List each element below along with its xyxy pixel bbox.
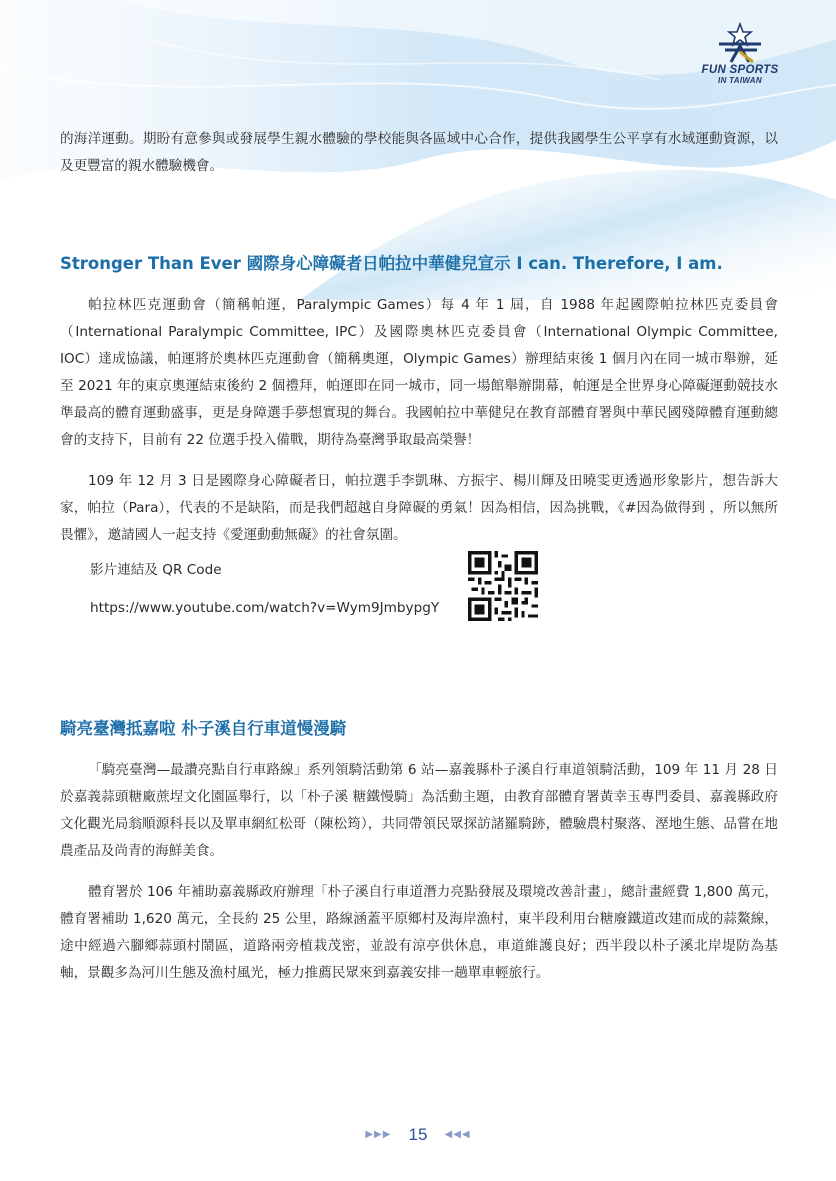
video-link-url[interactable]: https://www.youtube.com/watch?v=Wym9JmbypgY [90,600,440,616]
page-number: 15 [408,1124,428,1144]
footer-left-arrows-icon: ▶▶▶ [365,1129,392,1140]
qr-code-icon[interactable] [468,551,538,621]
bike-route-paragraph-1: 「騎亮臺灣—最讚亮點自行車路線」系列領騎活動第 6 站—嘉義縣朴子溪自行車道領騎活動，109 年 11 月 28 日於嘉義蒜頭糖廠蔗埕文化園區舉行，以「朴子溪 糖鐵慢騎」為活動主題，由教育部體育署黃幸玉專門委員、嘉義縣政府文化觀光局翁順源科長以及單車網紅松哥（陳松筠），共同帶領民眾探訪諸羅騎跡，體驗農村聚落、溼地生態、品嘗在地農產品及尚青的海鮮美食。 [60,762,778,859]
fun-sports-logo [690,22,790,92]
page-footer [0,1124,836,1145]
intro-paragraph: 的海洋運動。期盼有意參與或發展學生親水體驗的學校能與各區域中心合作，提供我國學生公平享有水域運動資源，以及更豐富的親水體驗機會。 [60,131,778,174]
section-heading-bike-route: 騎亮臺灣抵嘉啦 朴子溪自行車道慢漫騎 [60,719,347,738]
runner-star-icon [713,22,767,64]
logo-text-main: FUN SPORTS [701,64,779,76]
video-link-label: 影片連結及 QR Code [90,562,222,578]
video-link-block [60,557,778,633]
footer-right-arrows-icon: ◀◀◀ [444,1129,471,1140]
paralympic-paragraph-2: 109 年 12 月 3 日是國際身心障礙者日，帕拉選手李凱琳、方振宇、楊川輝及田曉雯更透過形象影片，想告訴大家，帕拉（Para），代表的不是缺陷，而是我們超越自身障礙的勇氣！因為相信，因為挑戰，《#因為做得到 ，所以無所畏懼》，邀請國人一起支持《愛運動動無礙》的社會氛圍。 [60,473,778,543]
paralympic-paragraph-1: 帕拉林匹克運動會（簡稱帕運，Paralympic Games）每 4 年 1 屆，自 1988 年起國際帕拉林匹克委員會（International Paralympic Committee, IPC）及國際奧林匹克委員會（International Olympic Committee, IOC）達成協議，帕運將於奧林匹克運動會（簡稱奧運，Olympic Games）辦理結束後 1 個月內在同一城市舉辦，延至 2021 年的東京奧運結束後約 2 個禮拜，帕運即在同一城市，同一場館舉辦開幕，帕運是全世界身心障礙運動競技水準最高的體育運動盛事，更是身障選手夢想實現的舞台。我國帕拉中華健兒在教育部體育署與中華民國殘障體育運動總會的支持下，目前有 22 位選手投入備戰，期待為臺灣爭取最高榮譽！ [60,297,778,448]
logo-text-sub: IN TAIWAN [718,76,762,85]
bike-route-paragraph-2: 體育署於 106 年補助嘉義縣政府辦理「朴子溪自行車道潛力亮點發展及環境改善計畫」，總計畫經費 1,800 萬元，體育署補助 1,620 萬元，全長約 25 公里，路線涵蓋平原鄉村及海岸漁村，東半段利用台糖廢鐵道改建而成的蒜鰲線，途中經過六腳鄉蒜頭村鬧區，道路兩旁植栽茂密，並設有涼亭供休息，車道維護良好；西半段以朴子溪北岸堤防為基軸，景觀多為河川生態及漁村風光，極力推薦民眾來到嘉義安排一趟單車輕旅行。 [60,884,778,981]
section-heading-paralympic: Stronger Than Ever 國際身心障礙者日帕拉中華健兒宣示 I can. Therefore, I am. [60,254,723,273]
article-body [60,126,778,987]
